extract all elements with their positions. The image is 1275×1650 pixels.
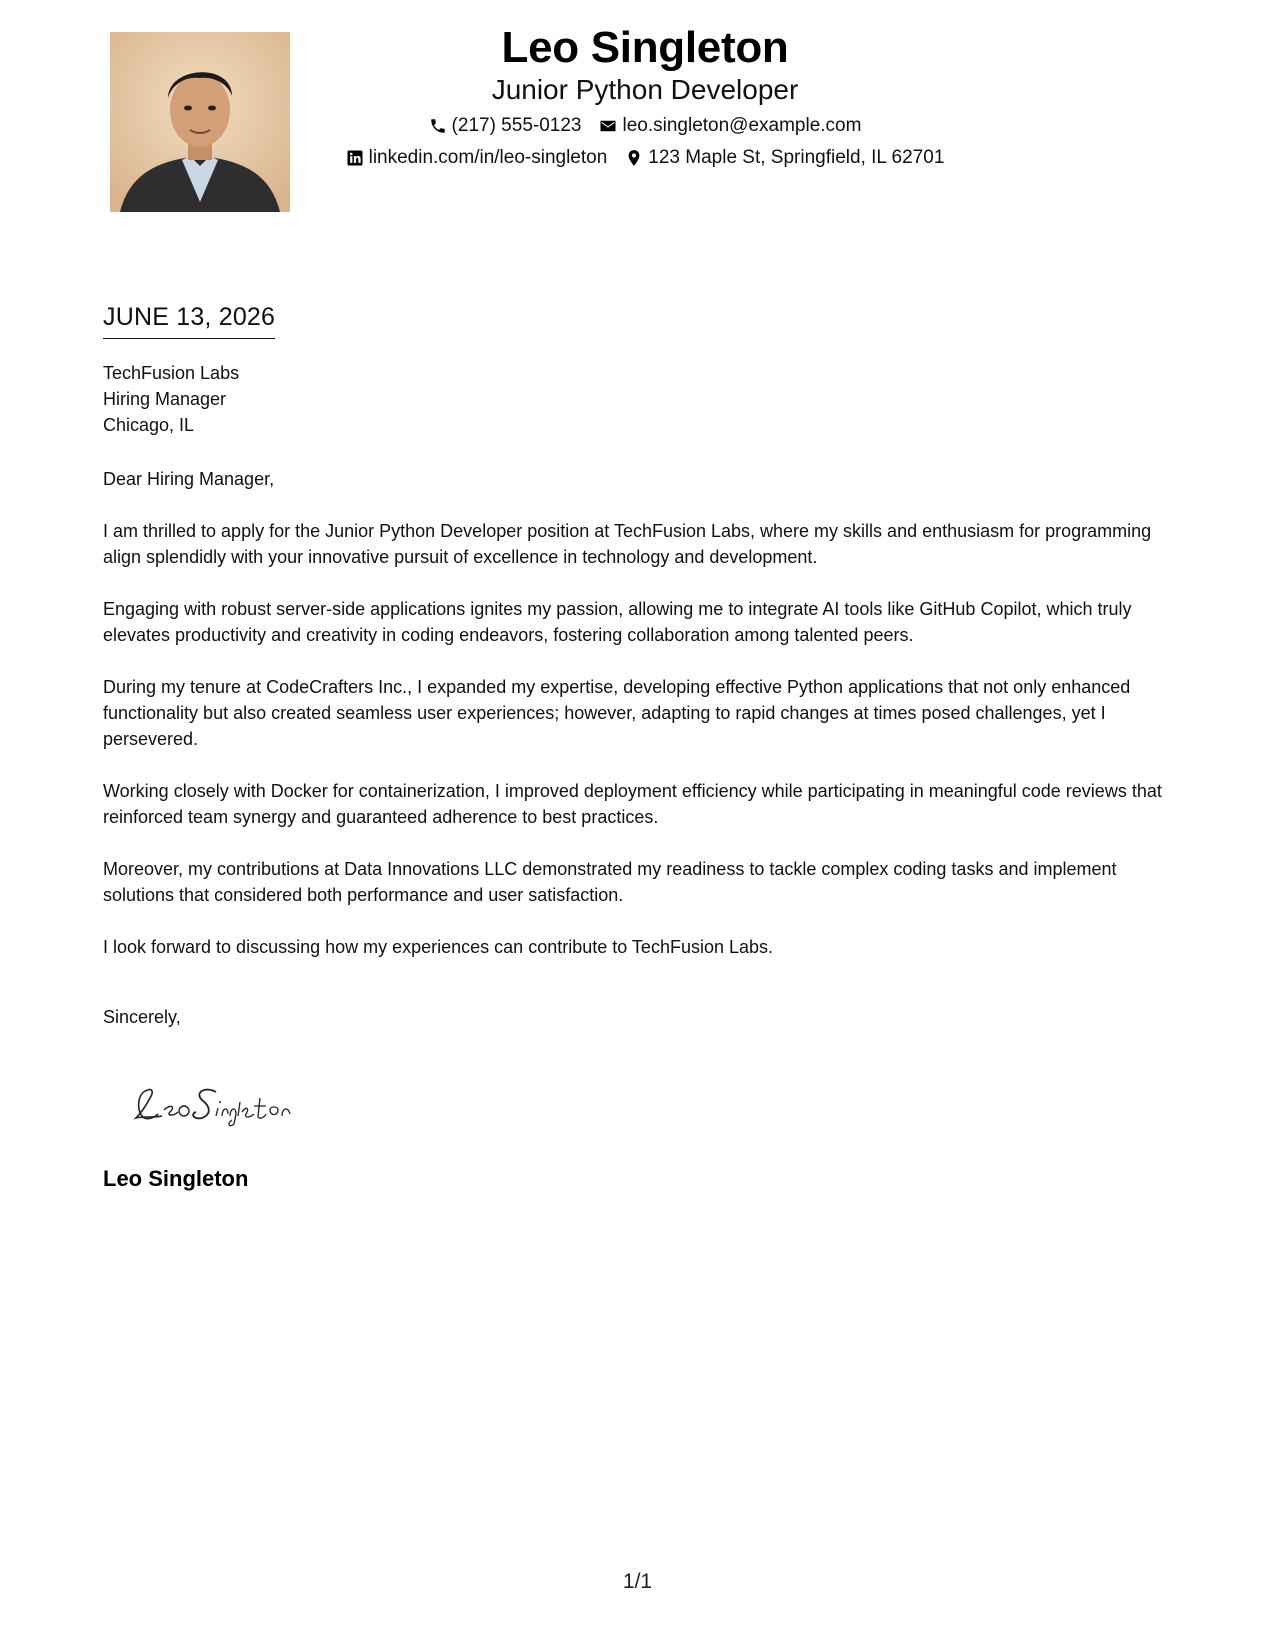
recipient-role: Hiring Manager <box>103 389 227 409</box>
letter-header <box>300 22 990 170</box>
body-paragraph: I look forward to discussing how my experiences can contribute to TechFusion Labs. <box>103 937 774 957</box>
signer-name: Leo Singleton <box>103 1166 249 1191</box>
body-paragraph: Working closely with Docker for containerization, I improved deployment efficiency while participating in meaningful code reviews that reinforced team synergy and guaranteed adherence to best practices. <box>103 781 1162 827</box>
address-text: 123 Maple St, Springfield, IL 62701 <box>648 147 945 168</box>
map-pin-icon <box>625 149 643 167</box>
contact-email[interactable] <box>599 114 861 138</box>
linkedin-text: linkedin.com/in/leo-singleton <box>368 147 608 168</box>
recipient-block <box>103 360 1178 438</box>
body-paragraph: I am thrilled to apply for the Junior Python Developer position at TechFusion Labs, where my skills and enthusiasm for programming align splendidly with your innovative pursuit of excellence in technology and development. <box>103 521 1152 567</box>
closing: Sincerely, <box>103 1007 181 1027</box>
envelope-icon <box>599 117 617 135</box>
body-paragraph: During my tenure at CodeCrafters Inc., I expanded my expertise, developing effective Python applications that not only enhanced functionality but also created seamless user experiences; however, adapting to rapid changes at times posed challenges, yet I persevered. <box>103 677 1131 749</box>
contact-row-secondary <box>300 146 990 170</box>
contact-address <box>625 146 944 170</box>
contact-linkedin[interactable] <box>346 146 608 170</box>
letter-date-block <box>103 302 275 339</box>
page-number: 1/1 <box>622 1570 653 1593</box>
recipient-company: TechFusion Labs <box>103 363 240 383</box>
handwritten-signature <box>130 1078 340 1128</box>
body-paragraph: Moreover, my contributions at Data Innovations LLC demonstrated my readiness to tackle complex coding tasks and implement solutions that considered both performance and user satisfaction. <box>103 859 1117 905</box>
letter-body <box>103 360 1178 1030</box>
applicant-name: Leo Singleton <box>501 23 789 72</box>
phone-text: (217) 555-0123 <box>451 115 582 136</box>
salutation: Dear Hiring Manager, <box>103 469 275 489</box>
profile-photo <box>110 32 290 212</box>
linkedin-icon <box>346 149 364 167</box>
phone-icon <box>429 117 447 135</box>
body-paragraph: Engaging with robust server-side applications ignites my passion, allowing me to integrate AI tools like GitHub Copilot, which truly elevates productivity and creativity in coding endeavors, fostering collaboration among talented peers. <box>103 599 1132 645</box>
contact-row-primary <box>300 114 990 138</box>
letter-date: JUNE 13, 2026 <box>103 302 275 339</box>
recipient-location: Chicago, IL <box>103 415 195 435</box>
contact-phone[interactable] <box>429 114 582 138</box>
applicant-title: Junior Python Developer <box>491 74 799 105</box>
email-text: leo.singleton@example.com <box>622 115 862 136</box>
